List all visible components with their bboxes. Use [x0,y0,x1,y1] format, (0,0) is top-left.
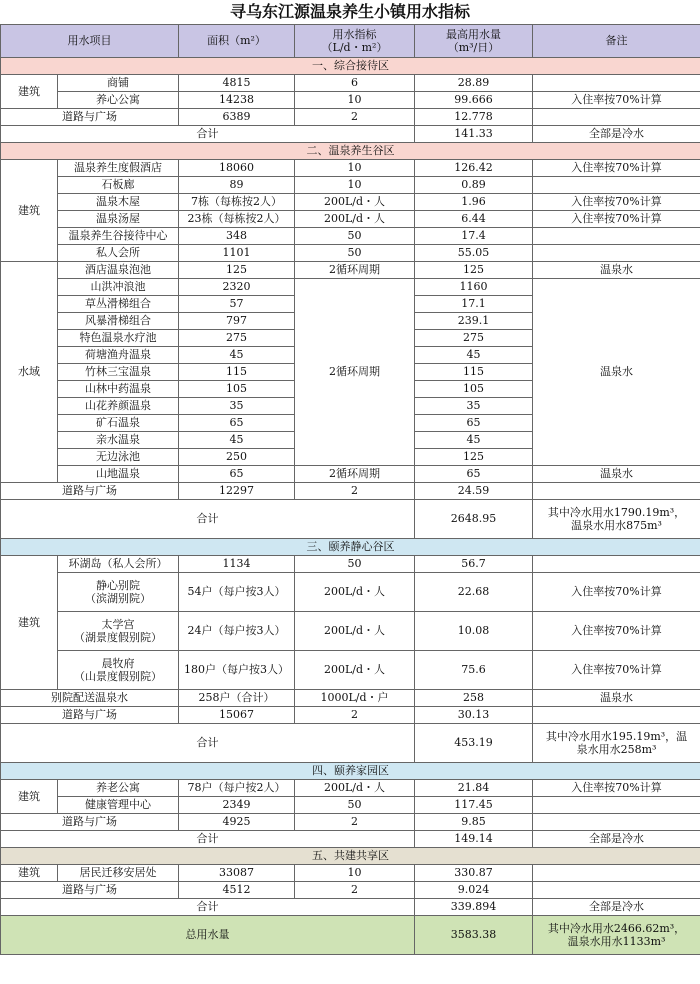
table-row: 山洪冲浪池 2320 2循环周期 1160 温泉水 [1,279,700,296]
section-header: 五、共建共享区 [1,848,700,865]
group-label: 建筑 [1,75,58,109]
group-label: 水域 [1,262,58,483]
table-row: 亲水温泉 45 45 [1,432,700,449]
table-row: 建筑 商铺 4815 6 28.89 [1,75,700,92]
table-row: 建筑 居民迁移安居处 33087 10 330.87 [1,865,700,882]
table-row: 养心公寓 14238 10 99.666 入住率按70%计算 [1,92,700,109]
table-row: 建筑 环湖岛（私人会所） 1134 50 56.7 [1,556,700,573]
table-row: 山花养颜温泉 35 35 [1,398,700,415]
table-row: 山林中药温泉 105 105 [1,381,700,398]
table-row: 建筑 温泉养生度假酒店 18060 10 126.42 入住率按70%计算 [1,160,700,177]
total-row: 合计 2648.95 其中冷水用水1790.19m³， 温泉水用水875m³ [1,500,700,539]
table-row: 道路与广场 6389 2 12.778 [1,109,700,126]
table-row: 竹林三宝温泉 115 115 [1,364,700,381]
total-row: 合计 149.14 全部是冷水 [1,831,700,848]
table-row: 风暴滑梯组合 797 239.1 [1,313,700,330]
col-area: 面积（m²） [179,25,295,58]
table-row: 道路与广场 15067 2 30.13 [1,707,700,724]
page-title: 寻乌东江源温泉养生小镇用水指标 [229,2,470,21]
table-row: 太学宫 （湖景度假别院） 24户（每户按3人） 200L/d・人 10.08 入住率按70%计算 [1,612,700,651]
table-row: 水域 酒店温泉泡池 125 2循环周期 125 温泉水 [1,262,700,279]
table-row: 道路与广场 4512 2 9.024 [1,882,700,899]
group-label: 建筑 [1,865,58,882]
section-header: 一、综合接待区 [1,58,700,75]
table-row: 建筑 养老公寓 78户（每户按2人） 200L/d・人 21.84 入住率按70%计算 [1,780,700,797]
group-label: 建筑 [1,780,58,814]
table-row: 健康管理中心 2349 50 117.45 [1,797,700,814]
table-row: 无边泳池 250 125 [1,449,700,466]
col-note: 备注 [533,25,700,58]
table-row: 特色温泉水疗池 275 275 [1,330,700,347]
col-water: 最高用水量 （m³/日） [415,25,533,58]
table-row: 荷塘渔舟温泉 45 45 [1,347,700,364]
table-row: 别院配送温泉水 258户（合计） 1000L/d・户 258 温泉水 [1,690,700,707]
table-row: 道路与广场 4925 2 9.85 [1,814,700,831]
table-row: 道路与广场 12297 2 24.59 [1,483,700,500]
total-row: 合计 453.19 其中冷水用水195.19m³，温 泉水用水258m³ [1,724,700,763]
section-header: 二、温泉养生谷区 [1,143,700,160]
table-row: 晨牧府 （山景度假别院） 180户（每户按3人） 200L/d・人 75.6 入住率按70%计算 [1,651,700,690]
table-row: 温泉汤屋 23栋（每栋按2人） 200L/d・人 6.44 入住率按70%计算 [1,211,700,228]
section-header: 三、颐养静心谷区 [1,539,700,556]
section-header: 四、颐养家园区 [1,763,700,780]
table-row: 静心别院 （滨湖别院） 54户（每户按3人） 200L/d・人 22.68 入住率按70%计算 [1,573,700,612]
total-row: 合计 141.33 全部是冷水 [1,126,700,143]
table-row: 私人会所 1101 50 55.05 [1,245,700,262]
table-row: 温泉木屋 7栋（每栋按2人） 200L/d・人 1.96 入住率按70%计算 [1,194,700,211]
table-row: 山地温泉 65 2循环周期 65 温泉水 [1,466,700,483]
header-row [1,25,700,58]
table-row: 矿石温泉 65 65 [1,415,700,432]
water-index-table [0,24,700,955]
col-item: 用水项目 [1,25,179,58]
table-row: 温泉养生谷接待中心 348 50 17.4 [1,228,700,245]
col-index: 用水指标 （L/d・m²） [295,25,415,58]
grand-total-row: 总用水量 3583.38 其中冷水用水2466.62m³， 温泉水用水1133m³ [1,916,700,955]
group-label: 建筑 [1,556,58,690]
group-label: 建筑 [1,160,58,262]
total-row: 合计 339.894 全部是冷水 [1,899,700,916]
table-row: 草丛滑梯组合 57 17.1 [1,296,700,313]
table-row: 石板廊 89 10 0.89 [1,177,700,194]
